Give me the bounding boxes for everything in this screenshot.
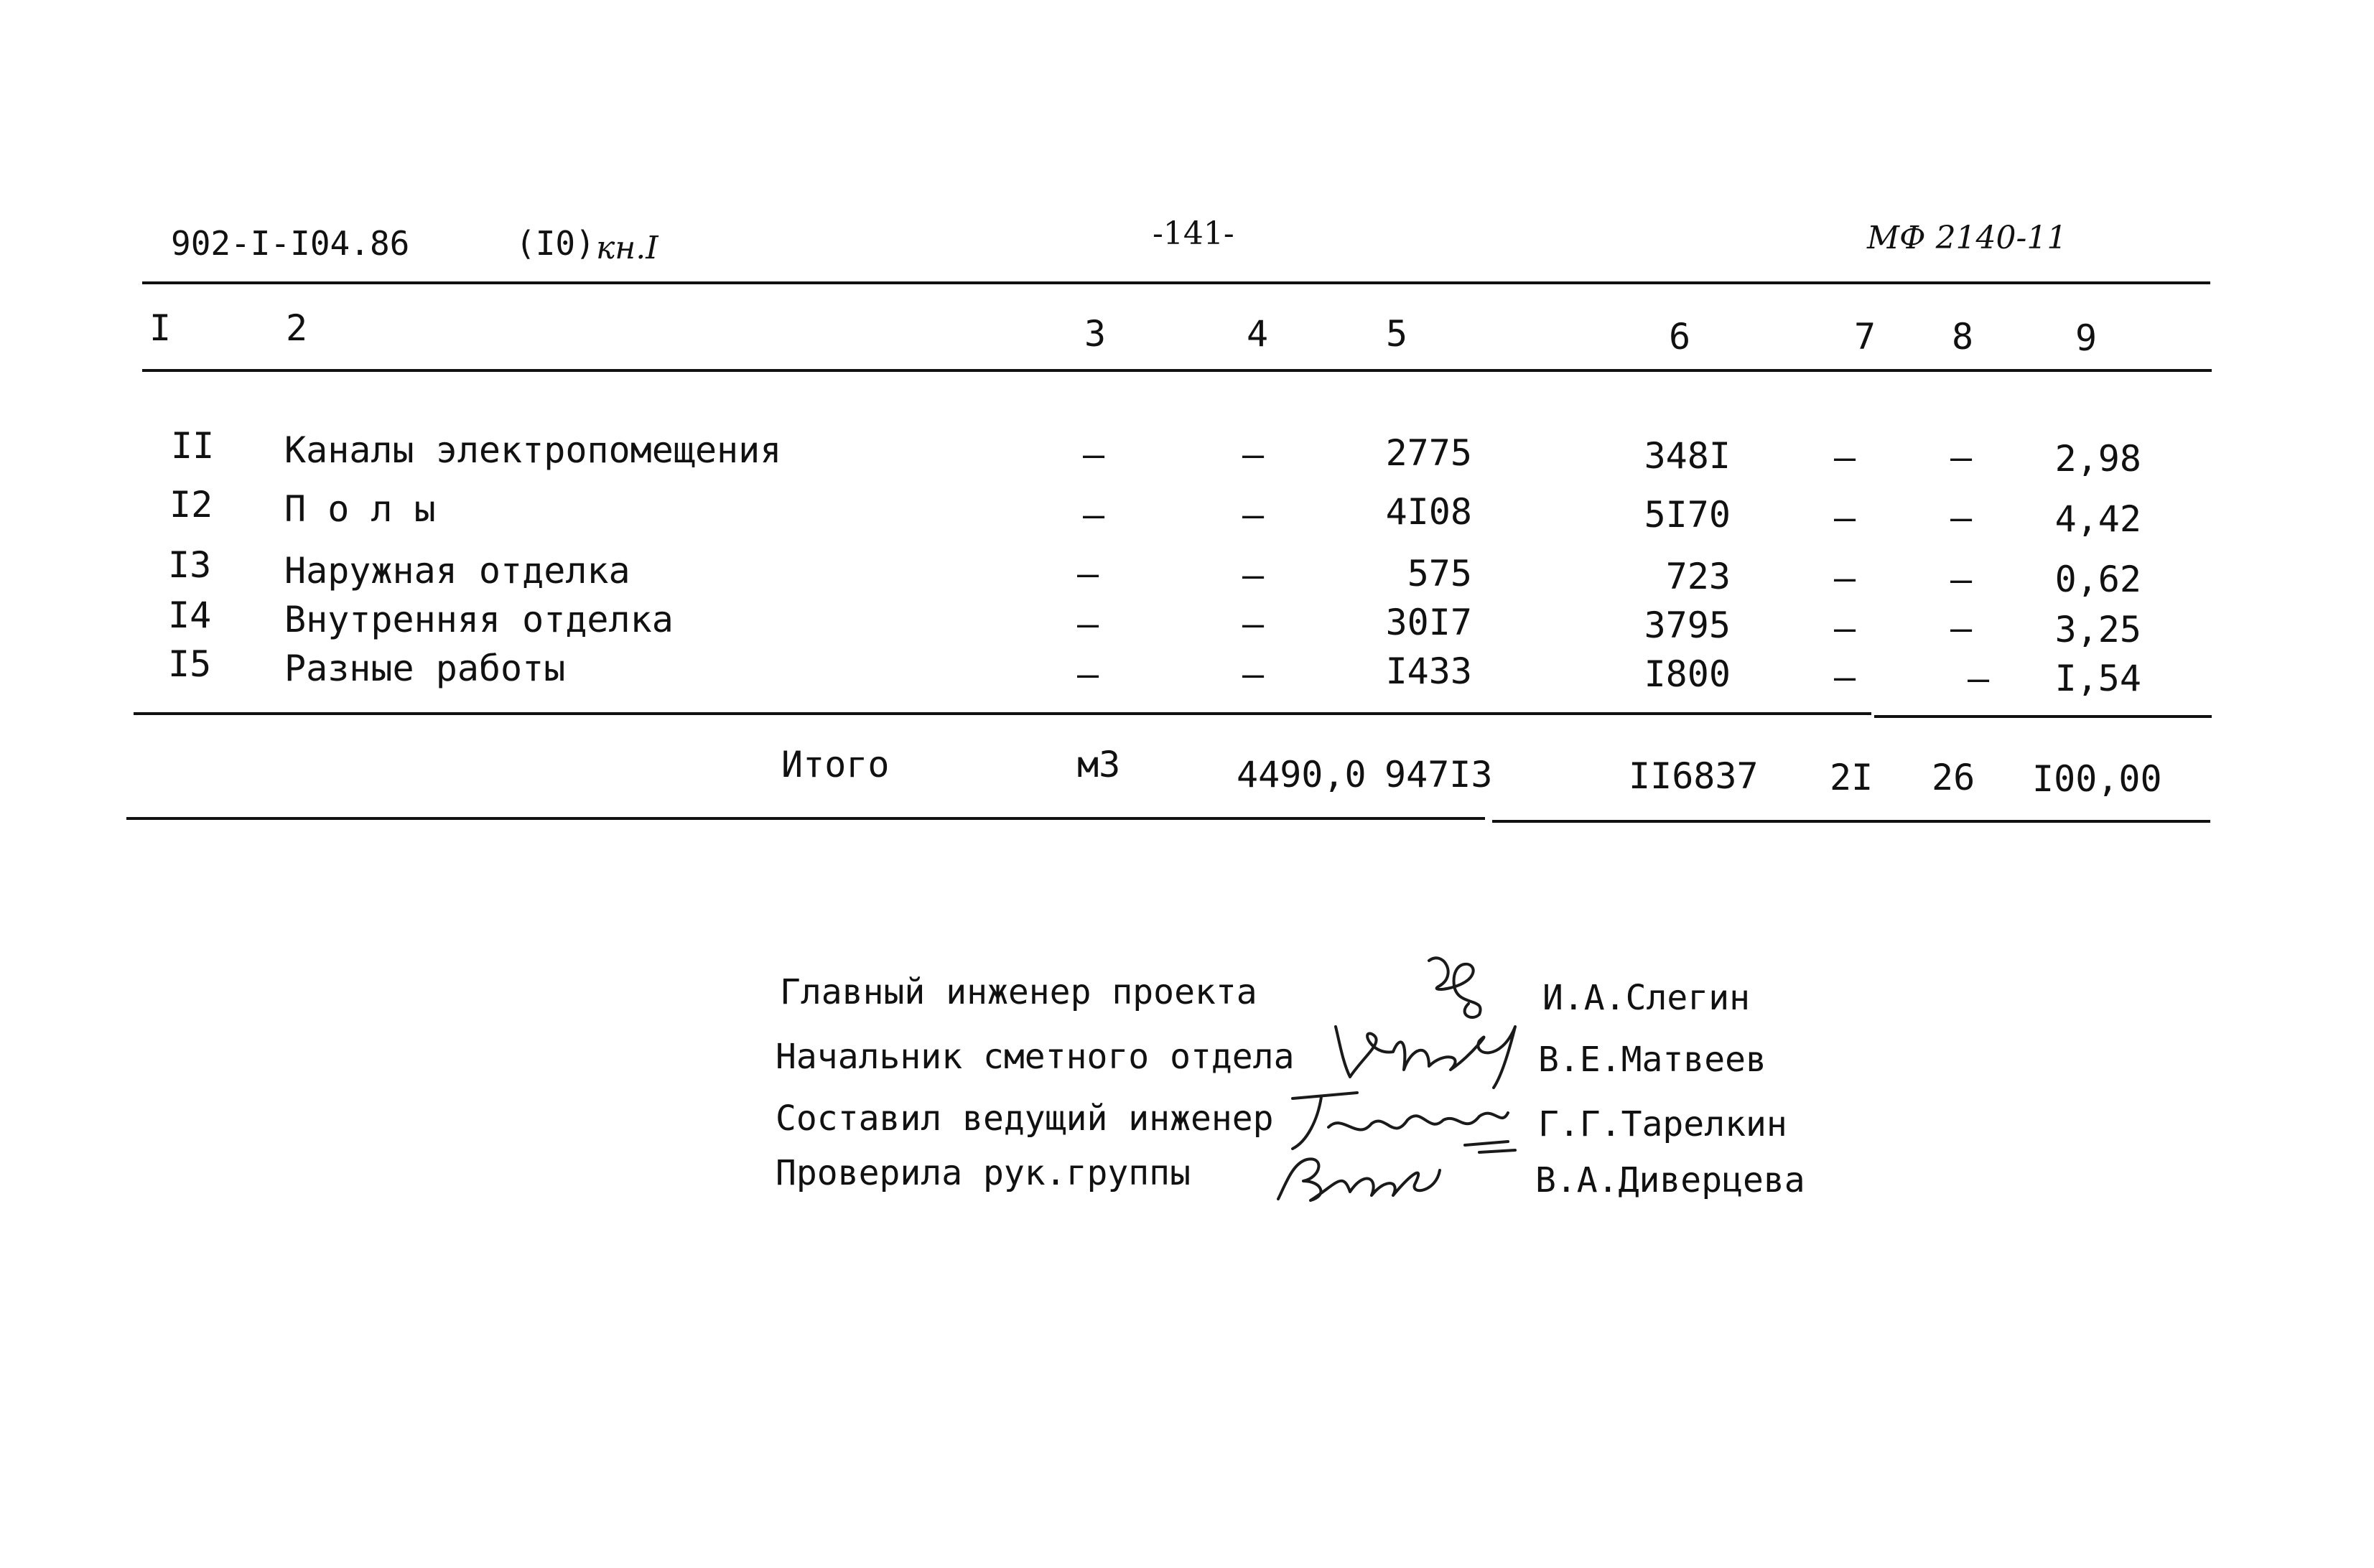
cell-col4: – <box>1242 603 1265 645</box>
signatory-name: В.А.Диверцева <box>1535 1160 1805 1200</box>
signatory-name: И.А.Слегин <box>1542 978 1750 1018</box>
cell-col5: 575 <box>1407 553 1472 594</box>
cell-col5: 4I08 <box>1385 491 1472 533</box>
signature-2 <box>1328 1012 1537 1091</box>
row-number: I5 <box>168 643 212 685</box>
cell-col8: – <box>1950 437 1973 478</box>
cell-col3: – <box>1077 603 1099 645</box>
signatory-name: В.Е.Матвеев <box>1538 1040 1766 1080</box>
cell-col3: – <box>1077 653 1099 695</box>
cell-col6: 723 <box>1665 556 1731 597</box>
bottom-rule-left <box>126 817 1485 820</box>
cell-col4: – <box>1242 434 1265 475</box>
row-name: П о л ы <box>284 488 436 530</box>
column-header: I <box>149 307 172 349</box>
cell-col4: – <box>1242 494 1265 536</box>
cell-col4: – <box>1242 554 1265 596</box>
signature-4 <box>1271 1142 1458 1206</box>
column-header: 6 <box>1669 316 1691 358</box>
cell-col9: 0,62 <box>2054 559 2141 600</box>
total-unit: м3 <box>1077 744 1121 785</box>
row-number: I2 <box>169 484 213 526</box>
row-number: I4 <box>168 594 212 636</box>
cell-col8: – <box>1950 607 1973 649</box>
cell-col8: – <box>1950 559 1973 600</box>
column-header: 2 <box>286 307 308 349</box>
signatory-name: Г.Г.Тарелкин <box>1538 1104 1787 1144</box>
total-col7: 2I <box>1830 757 1873 798</box>
cell-col3: – <box>1083 494 1105 536</box>
total-rule-right <box>1874 715 2212 718</box>
cell-col9: 4,42 <box>2054 498 2141 540</box>
cell-col7: – <box>1834 607 1856 649</box>
cell-col9: 2,98 <box>2054 438 2141 480</box>
column-header: 9 <box>2075 317 2098 359</box>
archive-code: МФ 2140-11 <box>1867 220 2067 256</box>
column-header: 7 <box>1854 316 1876 358</box>
row-name: Разные работы <box>284 648 566 689</box>
cell-col5: 2775 <box>1385 432 1472 474</box>
total-label: Итого <box>781 744 890 785</box>
cell-col7: – <box>1834 656 1856 698</box>
top-rule <box>142 281 2210 284</box>
cell-col3: – <box>1083 434 1105 475</box>
cell-col5: I433 <box>1385 650 1472 692</box>
volume-number: (I0) <box>516 224 595 263</box>
cell-col8: – <box>1968 658 1990 699</box>
cell-col6: 3795 <box>1644 605 1731 646</box>
column-header: 4 <box>1247 313 1269 355</box>
signatory-title: Проверила рук.группы <box>776 1153 1191 1193</box>
signatory-title: Начальник сметного отдела <box>776 1037 1295 1077</box>
header-rule <box>142 369 2212 372</box>
column-header: 3 <box>1084 313 1107 355</box>
row-name: Каналы электропомещения <box>284 429 782 471</box>
total-col8: 26 <box>1932 757 1975 798</box>
page-number: -141- <box>1153 215 1234 252</box>
column-header: 5 <box>1386 313 1408 355</box>
cell-col7: – <box>1834 497 1856 538</box>
cell-col8: – <box>1950 497 1973 538</box>
column-header: 8 <box>1952 316 1974 358</box>
row-name: Внутренняя отделка <box>284 599 674 640</box>
cell-col4: – <box>1242 653 1265 695</box>
cell-col6: 348I <box>1644 435 1731 477</box>
cell-col9: I,54 <box>2054 658 2141 699</box>
cell-col7: – <box>1834 437 1856 478</box>
row-number: II <box>171 425 215 467</box>
cell-col3: – <box>1077 553 1099 594</box>
signatory-title: Главный инженер проекта <box>780 972 1257 1012</box>
volume-note: кн.I <box>596 230 658 266</box>
total-col9: I00,00 <box>2032 758 2162 800</box>
row-number: I3 <box>168 544 212 586</box>
cell-col9: 3,25 <box>2054 609 2141 650</box>
document-code: 902-I-I04.86 <box>171 224 410 263</box>
bottom-rule-right <box>1492 820 2210 823</box>
total-rule-left <box>134 712 1871 715</box>
total-col5: 947I3 <box>1384 754 1493 795</box>
signatory-title: Составил ведущий инженер <box>776 1098 1274 1139</box>
total-col4: 4490,0 <box>1237 754 1367 795</box>
cell-col7: – <box>1834 557 1856 599</box>
row-name: Наружная отделка <box>284 550 630 592</box>
cell-col6: I800 <box>1644 653 1731 695</box>
cell-col6: 5I70 <box>1644 494 1731 536</box>
cell-col5: 30I7 <box>1385 602 1472 643</box>
total-col6: II6837 <box>1629 755 1759 797</box>
